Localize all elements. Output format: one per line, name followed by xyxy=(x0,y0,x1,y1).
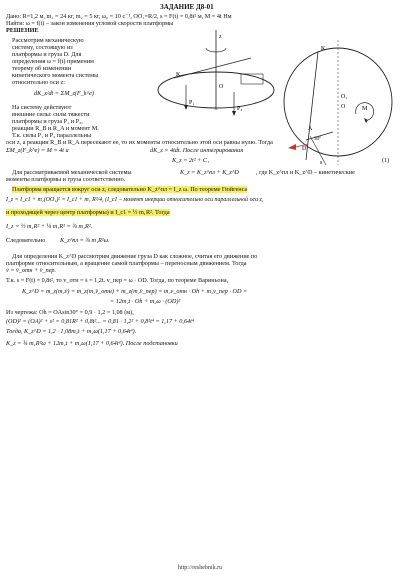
huygens-formula: I_z = I_c1 + m₁(OO₁)² = I_c1 + m₁ R²/4, (I_c1 – момент инерции относительно оси параллельной оси z, xyxy=(6,197,264,203)
kz-sum-formula: K_z = K_z^пл + K_z^D xyxy=(180,169,239,176)
fig-label: O xyxy=(341,104,346,110)
kd-formula: K_z^D = m_z(m₂v̄) = m_z(m₂v̄_отн) + m_z(m₂v̄_пер) = m₂v_отн · Oh + m₂v_пер · OD = xyxy=(22,288,248,295)
forces-line: платформы и груза P₁ и P₂, xyxy=(12,118,83,125)
forces-line: внешние силы: силы тяжести xyxy=(12,111,90,118)
page-title: ЗАДАНИЕ Д8-01 xyxy=(160,3,214,11)
platform-side-figure xyxy=(156,30,286,115)
moment-equation: ΣM_z(F_k^e) = M = 4t и xyxy=(6,147,69,154)
intro-line: Рассмотрим механическую xyxy=(12,37,84,44)
fig-label: s xyxy=(320,160,323,166)
kd-formula-cont: = 12m₂t · Oh + m₂ω · (OD)² xyxy=(110,298,181,305)
fig-label: O₁ xyxy=(341,94,348,100)
fig-label: P₁ xyxy=(189,100,195,106)
highlighted-line: и проходящей через центр платформы) и I_c1 = ½ m₁R². Тогда xyxy=(6,209,170,216)
intro-line: относительно оси z: xyxy=(12,79,65,86)
cargo-line: Для определения K_z^D рассмотрим движение груза D как сложное, считая его движение по xyxy=(12,253,258,260)
footer xyxy=(0,565,400,571)
dk-equation: dK_z = 4tdt. После интегрирования xyxy=(150,147,244,154)
highlighted-line: Платформа вращается вокруг оси z, следовательно K_z^пл = I_z ω. По теореме Гюйгенса xyxy=(12,186,248,193)
footer-site-link[interactable]: http://reshebnik.ru xyxy=(177,565,223,571)
intro-line: платформы и груза D. Для xyxy=(12,51,82,58)
kpl-label: Следовательно xyxy=(6,237,46,244)
equation-number: (1) xyxy=(382,157,390,164)
find-line: Найти: ω = f(t) – закон изменения угловой скорости платформы xyxy=(6,20,174,27)
fig-label: K xyxy=(176,72,181,78)
forces-line: реакции R_B и R_A и момент M. xyxy=(12,125,99,132)
intro-line: систему, состоящую из xyxy=(12,44,73,51)
axis-line: оси z, а реакции R_B и R_A пересекают ее, то их моменты относительно этой оси равны нулю. Тогда xyxy=(6,139,273,146)
kpl-formula: K_z^пл = ¾ m₁R²ω. xyxy=(60,237,110,244)
system-line-tail: , где K_z^пл и K_z^D – кинетические xyxy=(256,169,355,176)
intro-line: кинетического момента системы xyxy=(12,72,99,79)
fig-label: P₂ xyxy=(237,106,243,112)
intro-line: определения ω = f(t) применим xyxy=(12,58,94,65)
kd-result: Тогда, K_z^D = 1,2 · 1,08m₂t + m₂ω(1,17 + 0,64t⁴). xyxy=(6,328,137,335)
forces-line: На систему действуют xyxy=(12,104,72,111)
fig-label: O xyxy=(219,84,224,90)
iz-formula: I_z = ½ m₁R² + ¼ m₁R² = ¾ m₁R². xyxy=(6,223,93,230)
fig-label: z xyxy=(219,34,222,40)
given-line: Дано: R=1,2 м, m₁ = 24 кг, m₂ = 5 кг, ω₀ = 10 c⁻¹, OO₁=R/2, s = F(t) = 0,8t² м, M = 4t Нм xyxy=(6,13,232,20)
solution-heading: РЕШЕНИЕ xyxy=(6,27,39,34)
forces-line: Т.к. силы P₁ и P₂ параллельны xyxy=(12,132,92,139)
cargo-line: платформе относительным, а вращение самой платформы – переносным движением. Тогда xyxy=(6,260,247,267)
drawing-line: Из чертежа: Oh = OAsin30° = 0,9 · 1,2 = 1,08 (м), xyxy=(6,309,134,316)
od-formula: (OD)² = (OA)² + s² = 0,81R² + 0,8t²... = 0,81 · 1,2² + 0,8²t⁴ = 1,17 + 0,64t⁴ xyxy=(6,318,195,325)
fig-label: D xyxy=(302,146,307,152)
platform-top-figure xyxy=(278,40,398,170)
fig-label: K xyxy=(321,46,326,52)
cargo-line: Т.к. s = F(t) = 0,8t², то v_отн = ṡ = 1,2t. v_пер = ω · OD. Тогда, по теореме Вариньона, xyxy=(6,277,229,284)
fig-label: A xyxy=(308,126,313,132)
fig-label: 30° xyxy=(314,137,321,142)
final-equation: K_z = ¾ m₁R²ω + 12m₂t + m₂ω(1,17 + 0,64t⁴). После подстановки xyxy=(6,340,178,347)
momentum-theorem-formula: dK_z/dt = ΣM_z(F_k^e) xyxy=(34,90,94,97)
system-line: Для рассматриваемой механической системы xyxy=(12,169,132,176)
system-line: моменты платформы и груза соответственно. xyxy=(6,176,126,183)
fig-label: M xyxy=(362,106,368,112)
kz-equation: K_z = 2t² + C₁ xyxy=(172,157,210,164)
velocity-sum: v̄ = v̄_отн + v̄_пер. xyxy=(6,267,57,274)
intro-line: теорему об изменении xyxy=(12,65,72,72)
